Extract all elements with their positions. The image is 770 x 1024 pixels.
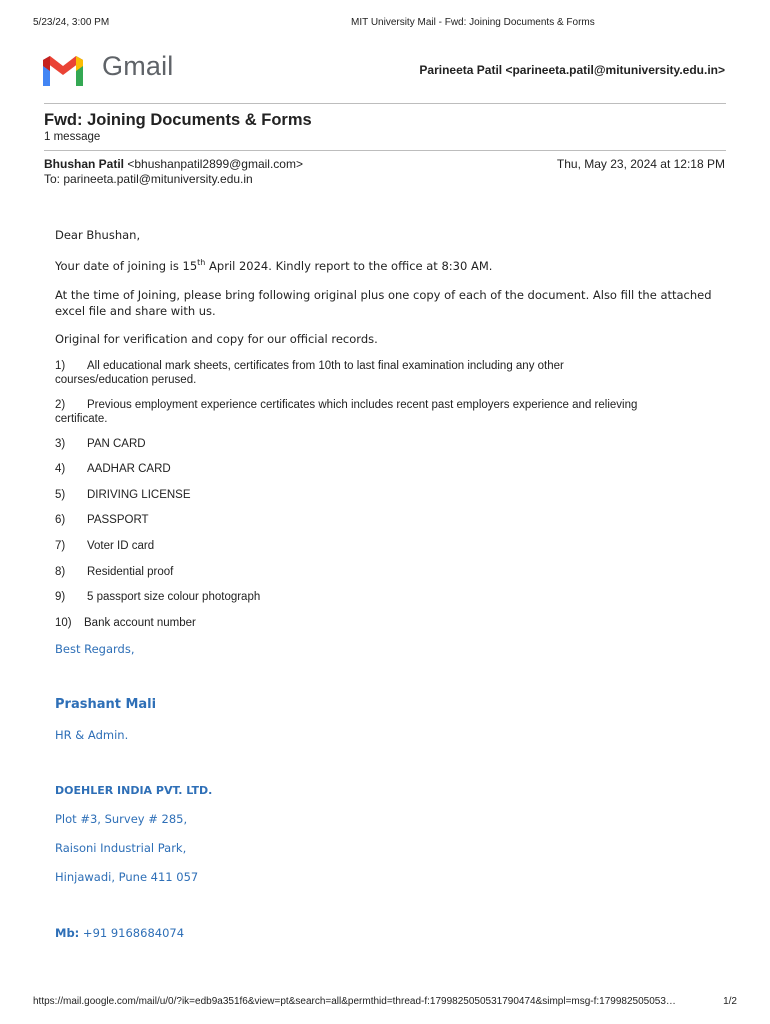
- sender-name: Bhushan Patil: [44, 157, 125, 171]
- mobile-label: Mb:: [55, 926, 80, 940]
- list-number: 4): [55, 463, 66, 475]
- list-number: 9): [55, 591, 66, 603]
- signature-company: DOEHLER INDIA PVT. LTD.: [55, 784, 213, 797]
- list-item: [55, 539, 154, 553]
- message-datetime: Thu, May 23, 2024 at 12:18 PM: [556, 157, 725, 171]
- list-text: courses/education perused.: [55, 374, 197, 386]
- list-item: [55, 398, 715, 426]
- list-text: certificate.: [55, 413, 108, 425]
- page-number: 1/2: [723, 996, 737, 1007]
- list-number: 6): [55, 514, 66, 526]
- divider: [44, 150, 726, 151]
- list-item: [55, 565, 173, 579]
- signature-address-line: Plot #3, Survey # 285,: [55, 812, 188, 826]
- joining-ordinal: th: [197, 258, 206, 267]
- print-header: [33, 17, 725, 31]
- verification-paragraph: Original for verification and copy for our official records.: [55, 332, 378, 346]
- page-url: https://mail.google.com/mail/u/0/?ik=edb9a351f6&view=pt&search=all&permthid=thread-f:1799825050531790474&simpl=msg-f:179982505053…: [33, 996, 676, 1007]
- divider: [44, 103, 726, 104]
- list-item: [55, 462, 171, 476]
- list-text: All educational mark sheets, certificates from 10th to last final examination including any other: [87, 360, 564, 372]
- thread-subject: Fwd: Joining Documents & Forms: [44, 111, 312, 129]
- list-text: Voter ID card: [87, 540, 155, 552]
- list-text: PAN CARD: [87, 438, 146, 450]
- instructions-line: excel file and share with us.: [55, 304, 216, 318]
- list-text: DIRIVING LICENSE: [87, 489, 191, 501]
- sender-email: <bhushanpatil2899@gmail.com>: [127, 157, 303, 171]
- instructions-paragraph: [55, 287, 725, 319]
- list-text: PASSPORT: [87, 514, 149, 526]
- account-label: Parineeta Patil <parineeta.patil@mituniversity.edu.in>: [419, 63, 725, 77]
- list-number: 1): [55, 360, 66, 372]
- message-count: 1 message: [44, 131, 101, 143]
- signature-address-line: Raisoni Industrial Park,: [55, 841, 187, 855]
- list-number: 5): [55, 489, 66, 501]
- joining-text-pre: Your date of joining is 15: [55, 259, 198, 273]
- list-text: 5 passport size colour photograph: [87, 591, 261, 603]
- signature-mobile: [55, 926, 184, 940]
- list-number: 2): [55, 399, 66, 411]
- signature-regards: Best Regards,: [55, 642, 135, 656]
- list-number: 8): [55, 566, 66, 578]
- print-title: MIT University Mail - Fwd: Joining Documents & Forms: [351, 17, 595, 28]
- list-item: [55, 437, 146, 451]
- recipient: To: parineeta.patil@mituniversity.edu.in: [44, 172, 253, 186]
- list-number: 10): [55, 617, 72, 629]
- list-text: AADHAR CARD: [87, 463, 171, 475]
- list-item: [55, 590, 260, 604]
- signature-role: HR & Admin.: [55, 728, 129, 742]
- mobile-number: +91 9168684074: [79, 926, 185, 940]
- print-footer: [33, 996, 737, 1010]
- list-text: Bank account number: [84, 617, 196, 629]
- joining-text-post: April 2024. Kindly report to the office at 8:30 AM.: [205, 259, 493, 273]
- list-item: [55, 488, 191, 502]
- list-item: [55, 513, 149, 527]
- signature-address-line: Hinjawadi, Pune 411 057: [55, 870, 199, 884]
- joining-date-paragraph: [55, 258, 725, 274]
- gmail-wordmark: Gmail: [102, 51, 174, 81]
- list-number: 3): [55, 438, 66, 450]
- greeting: Dear Bhushan,: [55, 228, 141, 242]
- list-item: [55, 616, 196, 630]
- list-item: [55, 359, 715, 387]
- sender: [44, 157, 303, 171]
- gmail-m-icon: [40, 52, 86, 88]
- list-text: Residential proof: [87, 566, 174, 578]
- signature-name: Prashant Mali: [55, 697, 157, 712]
- instructions-line: At the time of Joining, please bring following original plus one copy of each of the document. Also fill the attached: [55, 288, 712, 302]
- list-number: 7): [55, 540, 66, 552]
- print-date: 5/23/24, 3:00 PM: [33, 17, 110, 28]
- list-text: Previous employment experience certificates which includes recent past employers experience and relieving: [87, 399, 638, 411]
- gmail-logo: [40, 49, 180, 89]
